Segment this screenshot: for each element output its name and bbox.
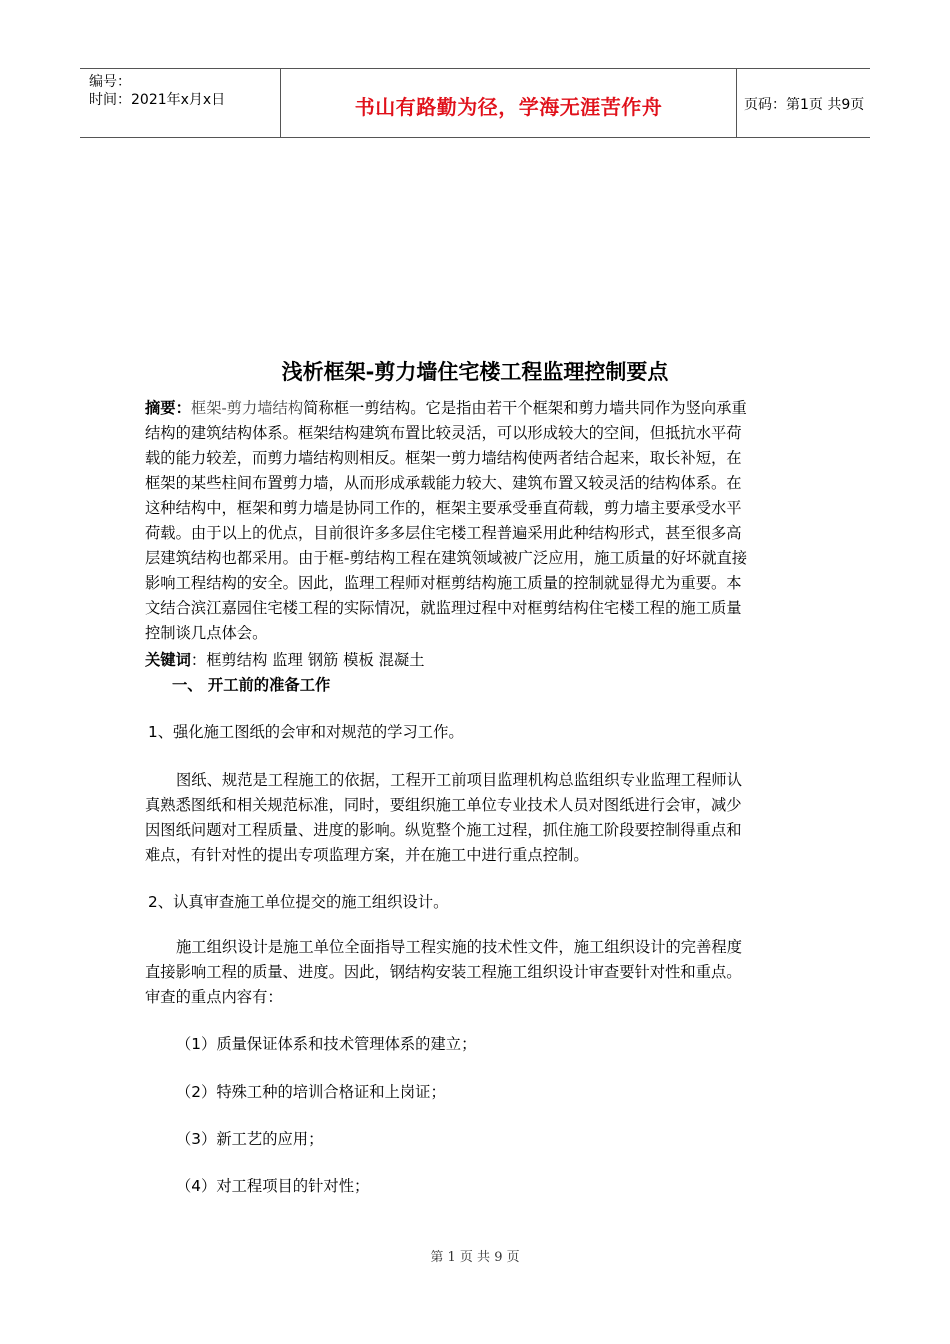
list-item: （4）对工程项目的针对性； (176, 1177, 370, 1195)
body-line: 审查的重点内容有： (145, 988, 283, 1006)
abstract (145, 396, 813, 646)
abstract-line: 这种结构中，框架和剪力墙是协同工作的，框架主要承受垂直荷载，剪力墙主要承受水平 (145, 499, 742, 517)
keywords (145, 648, 425, 670)
body-line: 真熟悉图纸和相关规范标准，同时，要组织施工单位专业技术人员对图纸进行会审，减少 (145, 796, 742, 814)
header-page-code: 页码：第1页 共9页 (744, 97, 865, 113)
abstract-lead-term: 框架-剪力墙结构 (190, 399, 304, 417)
page-footer: 第 1 页 共 9 页 (430, 1250, 520, 1265)
body-line: 因图纸问题对工程质量、进度的影响。纵览整个施工过程，抓住施工阶段要控制得重点和 (145, 821, 742, 839)
abstract-line: 影响工程结构的安全。因此，监理工程师对框剪结构施工质量的控制就显得尤为重要。本 (145, 574, 742, 592)
item-body (145, 935, 813, 1010)
list-item: （3）新工艺的应用； (176, 1130, 324, 1148)
body-line: 施工组织设计是施工单位全面指导工程实施的技术性文件，施工组织设计的完善程度 (176, 938, 742, 956)
abstract-line: 控制谈几点体会。 (145, 624, 268, 642)
item-title: 1、强化施工图纸的会审和对规范的学习工作。 (148, 723, 464, 741)
header-motto-cell (280, 69, 737, 137)
item-body (145, 768, 813, 868)
document-title: 浅析框架-剪力墙住宅楼工程监理控制要点 (281, 360, 669, 384)
abstract-line: 层建筑结构也都采用。由于框-剪结构工程在建筑领域被广泛应用，施工质量的好坏就直接 (145, 549, 748, 567)
item-title: 2、认真审查施工单位提交的施工组织设计。 (148, 893, 449, 911)
document-number-label: 编号： (89, 74, 131, 90)
abstract-line: 框架的某些柱间布置剪力墙，从而形成承载能力较大、建筑布置又较灵活的结构体系。在 (145, 474, 742, 492)
list-item: （1）质量保证体系和技术管理体系的建立； (176, 1035, 477, 1053)
abstract-label: 摘要： (145, 399, 191, 417)
header-motto: 书山有路勤为径，学海无涯苦作舟 (354, 95, 663, 119)
body-line: 直接影响工程的质量、进度。因此，钢结构安装工程施工组织设计审查要针对性和重点。 (145, 963, 742, 981)
abstract-line (145, 396, 813, 421)
list-item: （2）特殊工种的培训合格证和上岗证； (176, 1083, 446, 1101)
section-heading: 一、 开工前的准备工作 (172, 676, 331, 694)
keywords-text: ：框剪结构 监理 钢筋 模板 混凝土 (190, 651, 425, 669)
header-page-cell (736, 69, 870, 137)
abstract-line: 载的能力较差，而剪力墙结构则相反。框架一剪力墙结构使两者结合起来，取长补短，在 (145, 449, 742, 467)
body-line: 图纸、规范是工程施工的依据，工程开工前项目监理机构总监组织专业监理工程师认 (176, 771, 742, 789)
document-header (80, 68, 870, 138)
abstract-line: 荷载。由于以上的优点，目前很许多多层住宅楼工程普遍采用此种结构形式，甚至很多高 (145, 524, 742, 542)
abstract-text: 简称框一剪结构。它是指由若干个框架和剪力墙共同作为竖向承重 (303, 399, 747, 417)
body-line: 难点，有针对性的提出专项监理方案，并在施工中进行重点控制。 (145, 846, 589, 864)
document-date: 时间：2021年x月x日 (89, 92, 226, 108)
keywords-label: 关键词 (145, 651, 191, 669)
abstract-line: 文结合滨江嘉园住宅楼工程的实际情况，就监理过程中对框剪结构住宅楼工程的施工质量 (145, 599, 742, 617)
header-left-cell (80, 69, 280, 137)
abstract-line: 结构的建筑结构体系。框架结构建筑布置比较灵活，可以形成较大的空间，但抵抗水平荷 (145, 424, 742, 442)
